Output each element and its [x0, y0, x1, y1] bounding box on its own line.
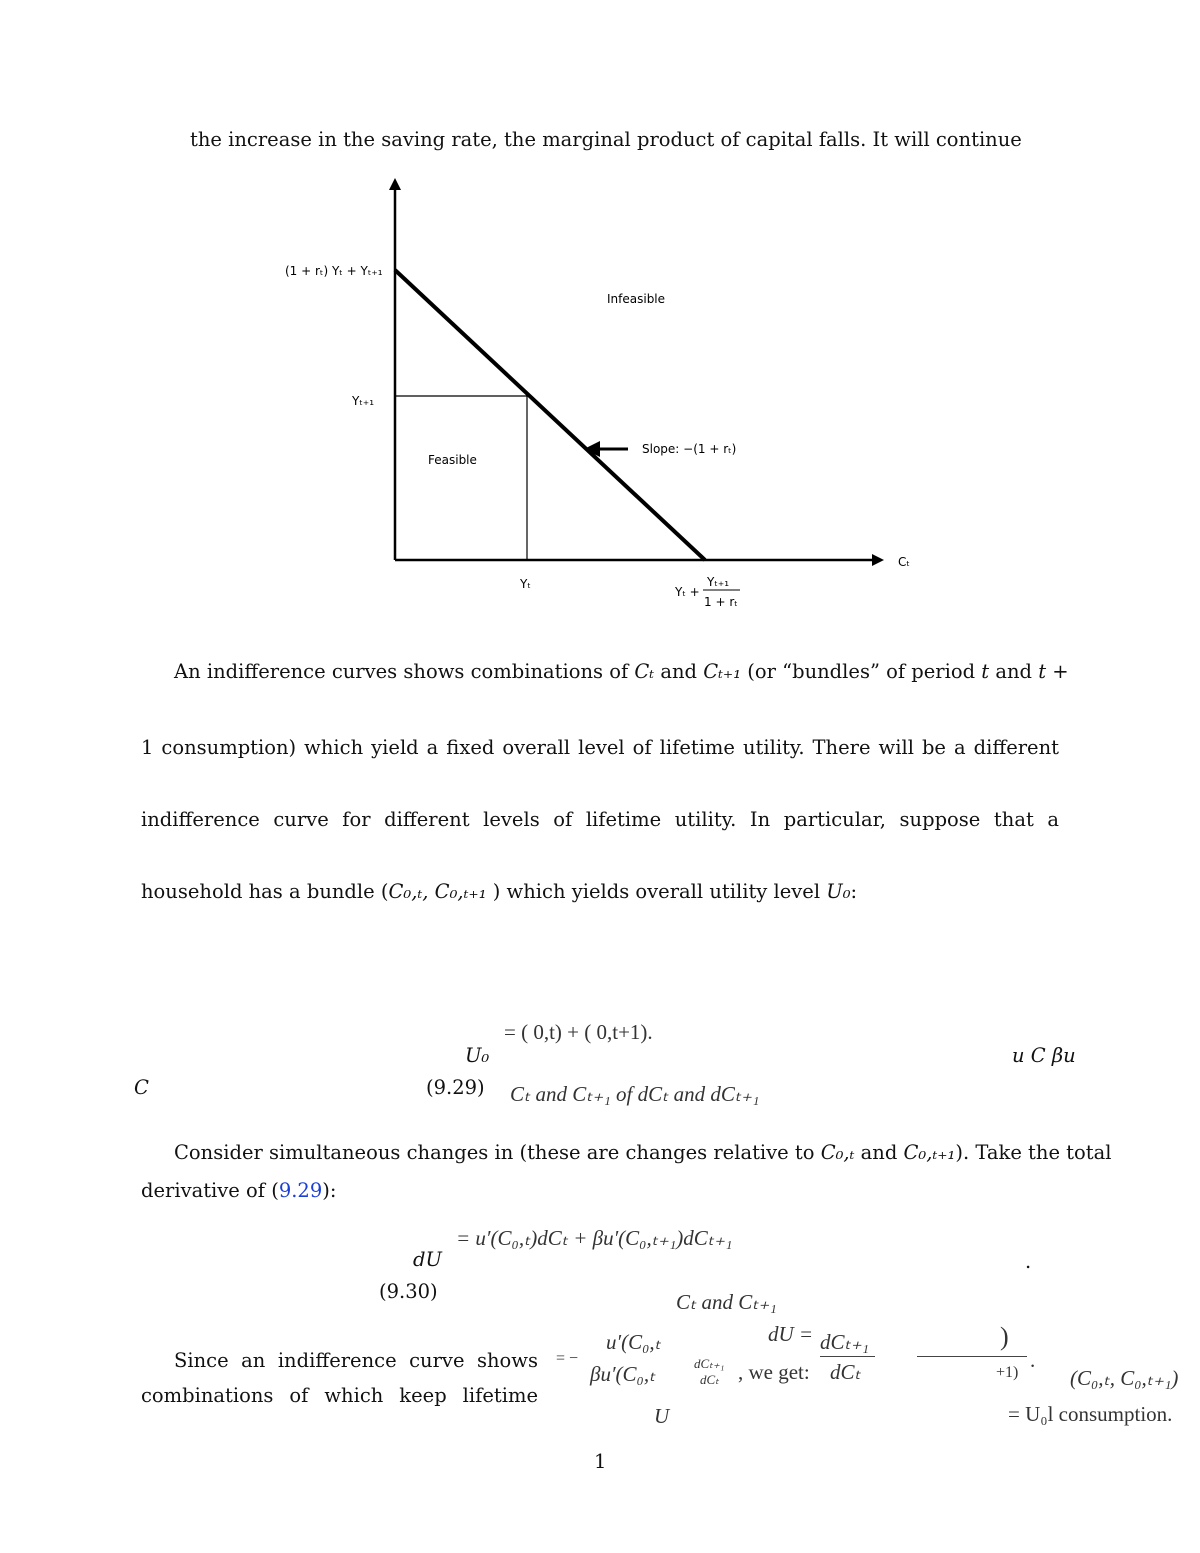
slope-label: Slope: −(1 + rₜ) [642, 442, 737, 456]
x-intercept-numerator: Yₜ₊₁ [707, 575, 730, 589]
plus-one: +1) [996, 1364, 1019, 1381]
equation-929-overflow: Cₜ and Cₜ₊₁ of dCₜ and dCₜ₊₁ [510, 1082, 760, 1106]
y-mid-label: Yₜ₊₁ [352, 394, 375, 408]
budget-constraint-diagram [0, 0, 1200, 640]
small-fraction-denominator: dCₜ [700, 1372, 720, 1387]
paren: ) [1000, 1322, 1009, 1351]
x-intercept-denominator: 1 + rₜ [704, 595, 738, 609]
equation-930-rhs: = u′(C₀,ₜ)dCₜ + βu′(C₀,ₜ₊₁)dCₜ₊₁ [456, 1226, 733, 1250]
paragraph-line: Consider simultaneous changes in (these are changes relative to C₀,ₜ and C₀,ₜ₊₁). Take the total [174, 1141, 1112, 1164]
equation-929-rhs: = ( 0,t) + ( 0,t+1). [504, 1020, 653, 1044]
y-axis-arrow [389, 178, 401, 190]
x-axis-arrow [872, 554, 884, 566]
dct-term: dCₜ [830, 1360, 861, 1384]
du-term: dU = [768, 1322, 814, 1346]
fraction-bar [820, 1356, 875, 1357]
y-intercept-label: (1 + rₜ) Yₜ + Yₜ₊₁ [285, 264, 383, 278]
equation-929-fragment: C [134, 1076, 149, 1099]
equation-929-lhs: U₀ [465, 1044, 490, 1067]
equation-930-lhs: dU [413, 1248, 442, 1271]
text-line: the increase in the saving rate, the marginal product of capital falls. It will continue [190, 128, 1022, 151]
equation-929-fragment: u C βu [1012, 1044, 1076, 1067]
paragraph-line: household has a bundle (C₀,ₜ, C₀,ₜ₊₁ ) which yields overall utility level U₀: [141, 880, 858, 903]
equation-reference-link[interactable]: 9.29 [278, 1179, 323, 1202]
paragraph-line: 1 consumption) which yield a fixed overall level of lifetime utility. There will be a different [141, 736, 1059, 759]
small-fraction-numerator: dCₜ₊₁ [694, 1356, 725, 1371]
period: . [1030, 1348, 1036, 1372]
equals-minus: = − [556, 1350, 579, 1367]
paragraph-line: indifference curve for different levels of lifetime utility. In particular, suppose that a [141, 808, 1059, 831]
fraction-numerator: u′(C₀,ₜ [606, 1330, 661, 1354]
x-intercept-label: Yₜ + [675, 585, 700, 599]
u-term: U [654, 1404, 670, 1428]
fraction-denominator: βu′(C₀,ₜ [590, 1362, 656, 1386]
consumption-term: = U₀l consumption. [1008, 1402, 1173, 1426]
page-number: 1 [594, 1450, 607, 1473]
paragraph-line: combinations of which keep lifetime [141, 1384, 538, 1407]
we-get-text: , we get: [738, 1360, 810, 1384]
fraction-bar [917, 1356, 1027, 1357]
dc-term: dCₜ₊₁ [820, 1330, 870, 1354]
paragraph-line: An indifference curves shows combinations of Cₜ and Cₜ₊₁ (or “bundles” of period t and t + [174, 660, 1069, 683]
paragraph-line: derivative of (9.29): [141, 1179, 337, 1202]
paragraph-line: Since an indifference curve shows [174, 1349, 538, 1372]
equation-930-number: (9.30) [379, 1280, 438, 1303]
budget-line [395, 270, 705, 560]
equation-929-number: (9.29) [426, 1076, 485, 1099]
feasible-label: Feasible [428, 453, 477, 467]
bundle-term: (C₀,ₜ, C₀,ₜ₊₁) [1070, 1366, 1179, 1390]
infeasible-label: Infeasible [607, 292, 666, 306]
equation-930-fragment: Cₜ and Cₜ₊₁ [676, 1290, 777, 1314]
x-mid-label: Yₜ [520, 577, 531, 591]
x-axis-label: Cₜ [898, 555, 910, 569]
equation-930-dot: . [1025, 1250, 1032, 1273]
